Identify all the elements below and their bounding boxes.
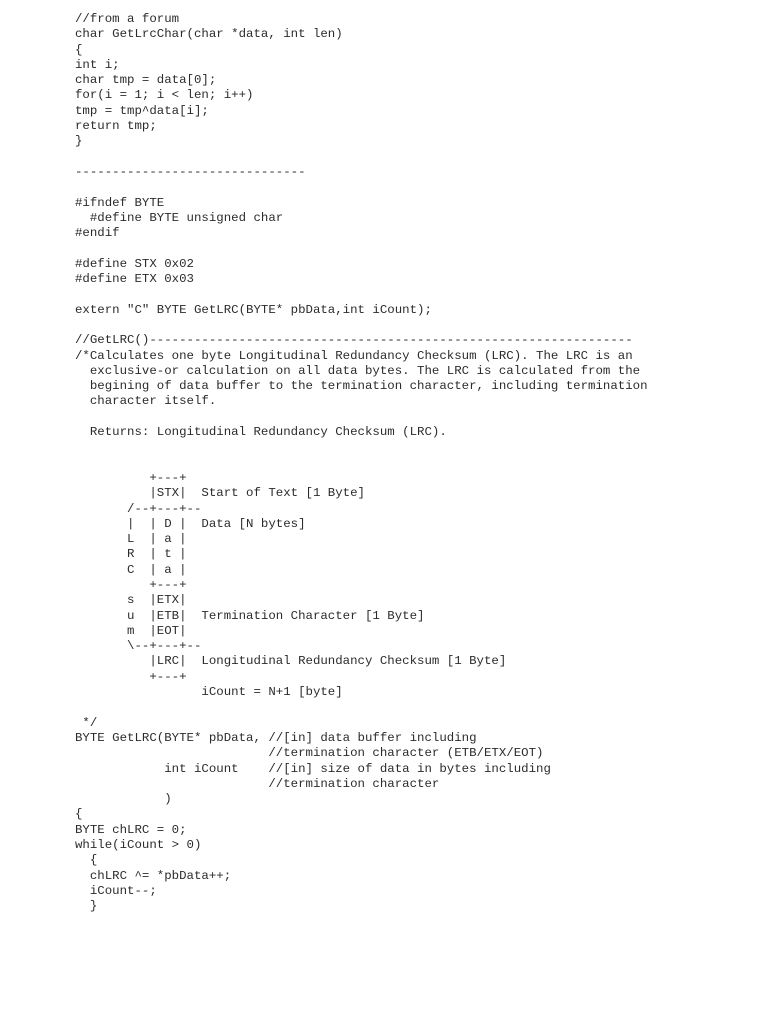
comment-line <box>75 410 765 425</box>
comment-line <box>75 440 765 455</box>
code-line: int i; <box>75 57 120 72</box>
ascii-diagram-line: L | a | <box>75 532 187 547</box>
ascii-diagram-line: m |EOT| <box>75 623 187 638</box>
separator-line: ------------------------------- <box>75 164 306 179</box>
code-line: #define BYTE unsigned char <box>75 210 284 225</box>
ascii-diagram-line: |LRC| Longitudinal Redundancy Checksum [1 Byte] <box>75 654 507 669</box>
comment-line: */ <box>75 715 98 730</box>
ascii-diagram-line: +---+ <box>75 577 187 592</box>
code-line: { <box>75 42 83 57</box>
code-line: #define STX 0x02 <box>75 256 194 271</box>
code-line <box>75 180 765 195</box>
ascii-diagram-line: \--+---+-- <box>75 639 202 654</box>
code-line: #define ETX 0x03 <box>75 272 194 287</box>
ascii-diagram-line: | | D | Data [N bytes] <box>75 516 306 531</box>
ascii-diagram-line: iCount = N+1 [byte] <box>75 685 343 700</box>
code-document <box>75 12 765 915</box>
code-line: return tmp; <box>75 119 157 134</box>
ascii-diagram-line: R | t | <box>75 547 187 562</box>
code-line: { <box>75 807 83 822</box>
ascii-diagram-line: |STX| Start of Text [1 Byte] <box>75 486 365 501</box>
code-line: extern "C" BYTE GetLRC(BYTE* pbData,int iCount); <box>75 302 432 317</box>
code-line: chLRC ^= *pbData++; <box>75 868 232 883</box>
code-line: int iCount //[in] size of data in bytes including <box>75 761 551 776</box>
code-line: iCount--; <box>75 883 157 898</box>
code-line: BYTE GetLRC(BYTE* pbData, //[in] data buffer including <box>75 730 477 745</box>
ascii-diagram-line: +---+ <box>75 470 187 485</box>
code-line <box>75 287 765 302</box>
comment-line: begining of data buffer to the termination character, including termination <box>75 379 648 394</box>
ascii-diagram-line: /--+---+-- <box>75 501 202 516</box>
code-line <box>75 318 765 333</box>
code-line: } <box>75 899 98 914</box>
code-line: //termination character <box>75 776 440 791</box>
comment-line: /*Calculates one byte Longitudinal Redundancy Checksum (LRC). The LRC is an <box>75 348 633 363</box>
comment-line <box>75 456 765 471</box>
code-line: tmp = tmp^data[i]; <box>75 103 209 118</box>
code-line: while(iCount > 0) <box>75 838 202 853</box>
ascii-diagram-line: C | a | <box>75 562 187 577</box>
code-line: BYTE chLRC = 0; <box>75 822 187 837</box>
ascii-diagram-line: s |ETX| <box>75 593 187 608</box>
ascii-diagram-line: u |ETB| Termination Character [1 Byte] <box>75 608 425 623</box>
comment-line: Returns: Longitudinal Redundancy Checksum (LRC). <box>75 425 447 440</box>
code-line: ) <box>75 792 172 807</box>
comment-line: exclusive-or calculation on all data bytes. The LRC is calculated from the <box>75 363 641 378</box>
code-line: #endif <box>75 226 120 241</box>
code-line: #ifndef BYTE <box>75 195 165 210</box>
comment-line: character itself. <box>75 394 217 409</box>
code-line: //GetLRC()----------------------------------------------------------------- <box>75 333 633 348</box>
code-line: } <box>75 134 83 149</box>
comment-line <box>75 700 765 715</box>
code-line: char tmp = data[0]; <box>75 73 217 88</box>
code-line: char GetLrcChar(char *data, int len) <box>75 27 343 42</box>
code-line: { <box>75 853 98 868</box>
code-line: for(i = 1; i < len; i++) <box>75 88 254 103</box>
code-line: //from a forum <box>75 12 180 26</box>
code-line <box>75 150 765 165</box>
ascii-diagram-line: +---+ <box>75 669 187 684</box>
code-line: //termination character (ETB/ETX/EOT) <box>75 746 544 761</box>
code-line <box>75 241 765 256</box>
